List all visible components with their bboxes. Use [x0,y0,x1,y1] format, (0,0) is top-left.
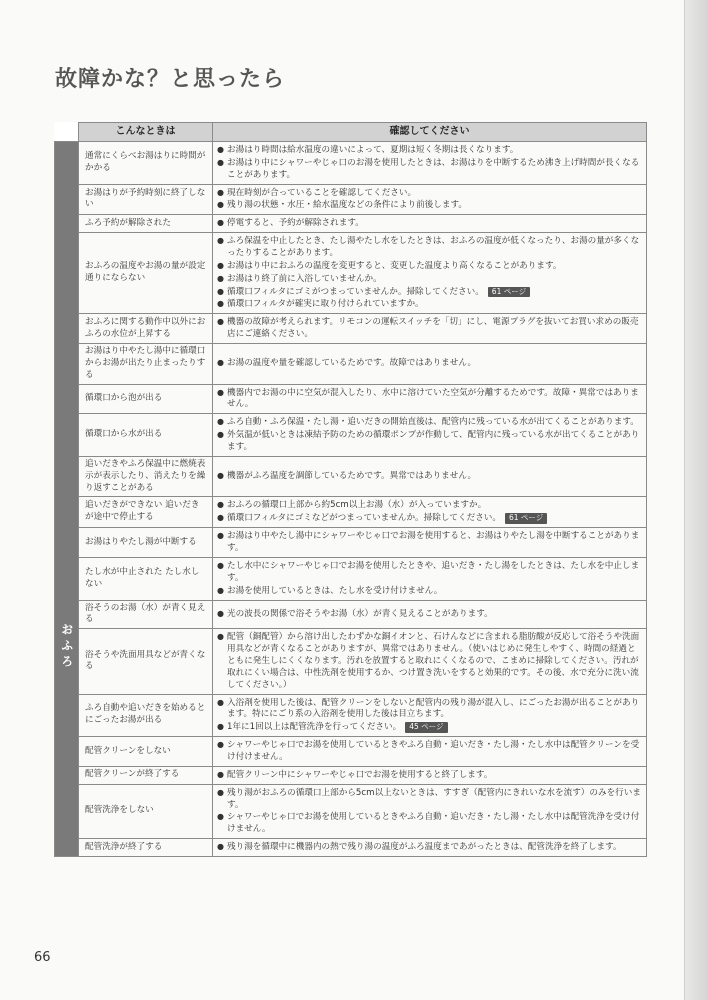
check-cell [213,344,647,385]
check-item [217,841,642,854]
check-item-text: 残り湯がおふろの循環口上部から5cm以上ないときは、すすぎ（配管内にきれいな水を流す）のみを行います。 [227,787,641,810]
check-item-text: 機器の故障が考えられます。リモコンの運転スイッチを「切」にし、電源プラグを抜いてお買い求めの販売店にご連絡ください。 [227,317,639,340]
check-item-text: 機器がふろ温度を調節しているためです。異常ではありません。 [227,471,477,482]
table-row [55,497,647,528]
check-item-text: 光の波長の関係で浴そうやお湯（水）が青く見えることがあります。 [227,608,493,619]
check-item [217,286,642,299]
header-blank-cell [55,123,79,142]
condition-cell: 配管クリーンが終了する [79,766,213,784]
table-row [55,414,647,457]
check-item [217,721,642,734]
check-cell [213,629,647,694]
check-item-text: シャワーやじゃ口でお湯を使用しているときやふろ自動・追いだき・たし湯・たし水中は配管クリーンを受け付けません。 [227,740,640,762]
check-item [217,787,642,812]
header-check: 確認してください [213,123,647,142]
page-edge [684,0,707,1000]
check-item-text: お湯はり終了前に入浴していませんか。 [227,273,382,284]
check-item-text: 循環口フィルタにゴミなどがつまっていませんか。掃除してください。 [227,513,501,524]
table-row [55,557,647,600]
check-item [217,298,642,311]
condition-cell: 追いだきやふろ保温中に燃焼表示が表示したり、消えたりを繰り返すことがある [79,456,213,497]
check-cell [213,384,647,414]
check-item-text: シャワーやじゃ口でお湯を使用しているときやふろ自動・追いだき・たし湯・たし水中は配管洗浄を受け付けません。 [227,812,640,835]
check-item-text: お湯を使用しているときは、たし水を受け付けません。 [227,585,443,596]
check-cell [213,497,647,528]
check-item-text: 循環口フィルタにゴミがつまっていませんか。掃除してください。 [227,286,484,297]
check-cell [213,737,647,767]
check-item [217,187,642,200]
condition-cell: 循環口から水が出る [79,414,213,457]
page-reference-badge: 61 ページ [488,287,530,297]
check-item-text: 残り湯を循環中に機器内の熱で残り湯の温度がふろ温度まであがったときは、配管洗浄を終了します。 [227,842,622,853]
table-row [55,737,647,767]
check-item [217,235,642,260]
table-row [55,384,647,414]
check-item [217,416,642,429]
check-item-text: 配管（銅配管）から溶け出したわずかな銅イオンと、石けんなどに含まれる脂肪酸が反応して浴そうや洗面用具などが青くなることがありますが、異常ではありません。（使いはじめに発生しやすく、時間の経過とともに発生しにくくなります。汚れを放置すると取れにくくなるので、こまめに掃除してください。汚れが取れにくい場合は、中性洗剤を使用するか、つけ置き洗いをすると効果的です。その後、水で充分に洗い流してください。） [227,632,640,690]
check-cell [213,694,647,737]
check-item-text: 外気温が低いときは凍結予防のための循環ポンプが作動して、配管内に残っている水が出てくることがあります。 [227,430,640,453]
check-item-text: ふろ自動・ふろ保温・たし湯・追いだきの開始直後は、配管内に残っている水が出てくることがあります。 [227,417,639,428]
condition-cell: 配管洗浄をしない [79,784,213,838]
check-item [217,585,642,598]
check-item [217,157,642,182]
check-cell [213,414,647,457]
check-item-text: 入浴剤を使用した後は、配管クリーンをしないと配管内の残り湯が混入し、にごったお湯が出ることがあります。特ににごり系の入浴剤を使用した後は目立ちます。 [227,697,640,720]
condition-cell: おふろの温度やお湯の量が設定通りにならない [79,233,213,314]
check-cell [213,557,647,600]
check-cell [213,142,647,185]
check-item [217,560,642,585]
check-item [217,470,642,483]
category-label: おふろ [59,622,74,671]
table-row [55,184,647,215]
condition-cell: お湯はり中やたし湯中に循環口からお湯が出たり止まったりする [79,344,213,385]
check-item [217,357,642,370]
page-title: 故障かな？と思ったら [55,67,286,92]
check-item [217,739,642,764]
check-item [217,387,642,412]
table-row [55,344,647,385]
table-row [55,215,647,233]
page-number: 66 [34,950,51,965]
table-row [55,142,647,185]
table-row [55,233,647,314]
check-cell [213,600,647,629]
check-item [217,199,642,212]
check-cell [213,456,647,497]
check-item-text: たし水中にシャワーやじゃ口でお湯を使用したときや、追いだき・たし湯をしたときは、たし水を中止します。 [227,560,640,583]
check-item-text: 1年に1回以上は配管洗浄を行ってください。 [227,722,402,733]
check-cell [213,839,647,857]
check-item [217,530,642,555]
table-row [55,784,647,838]
condition-cell: お湯はりが予約時刻に終了しない [79,184,213,215]
condition-cell: 浴そうや洗面用具などが青くなる [79,629,213,694]
table-row [55,766,647,784]
page-reference-badge: 45 ページ [405,722,447,732]
check-item-text: ふろ保温を中止したとき、たし湯やたし水をしたときは、おふろの温度が低くなったり、お湯の量が多くなったりすることがあります。 [227,236,640,259]
check-item-text: 現在時刻が合っていることを確認してください。 [227,187,417,198]
check-item [217,429,642,454]
table-header-row [55,123,647,142]
check-item-text: 循環口フィルタが確実に取り付けられていますか。 [227,299,424,310]
check-item-text: お湯はり時間は給水温度の違いによって、夏期は短く冬期は長くなります。 [227,145,519,155]
check-item [217,769,642,782]
condition-cell: おふろに関する動作中以外におふろの水位が上昇する [79,314,213,344]
check-cell [213,766,647,784]
table-row [55,528,647,558]
check-item [217,499,642,512]
condition-cell: ふろ予約が解除された [79,215,213,233]
check-item [217,217,642,230]
condition-cell: 追いだきができない 追いだきが途中で停止する [79,497,213,528]
check-item-text: お湯はり中にシャワーやじゃ口のお湯を使用したときは、お湯はりを中断するため沸き上げ時間が長くなることがあります。 [227,157,640,180]
condition-cell: お湯はりやたし湯が中断する [79,528,213,558]
check-item-text: 残り湯の状態・水圧・給水温度などの条件により前後します。 [227,200,467,211]
check-item [217,273,642,286]
condition-cell: 循環口から泡が出る [79,384,213,414]
table-row [55,839,647,857]
check-item [217,608,642,621]
table-body [55,142,647,857]
check-item [217,144,642,157]
check-item [217,631,642,691]
condition-cell: 浴そうのお湯（水）が青く見える [79,600,213,629]
condition-cell: たし水が中止された たし水しない [79,557,213,600]
check-item [217,512,642,525]
check-cell [213,784,647,838]
check-item [217,316,642,341]
troubleshooting-table [54,122,647,857]
check-item-text: 停電すると、予約が解除されます。 [227,218,364,229]
check-cell [213,314,647,344]
check-item-text: お湯の温度や量を確認しているためです。故障ではありません。 [227,358,477,369]
table-row [55,694,647,737]
check-item-text: お湯はり中におふろの温度を変更すると、変更した温度より高くなることがあります。 [227,260,562,271]
table-row [55,314,647,344]
check-cell [213,233,647,314]
check-item-text: 機器内でお湯の中に空気が混入したり、水中に溶けていた空気が分離するためです。故障・異常ではありません。 [227,387,639,410]
check-item-text: おふろの循環口上部から約5cm以上お湯（水）が入っていますか。 [227,500,487,511]
page-reference-badge: 61 ページ [505,513,547,523]
check-item [217,260,642,273]
check-item [217,811,642,836]
check-item [217,697,642,722]
table-row [55,456,647,497]
table-row [55,600,647,629]
condition-cell: 配管クリーンをしない [79,737,213,767]
check-item-text: お湯はり中やたし湯中にシャワーやじゃ口でお湯を使用すると、お湯はりやたし湯を中断することがあります。 [227,531,640,554]
condition-cell: 通常にくらべお湯はりに時間がかかる [79,142,213,185]
check-item-text: 配管クリーン中にシャワーやじゃ口でお湯を使用すると終了します。 [227,769,493,780]
category-cell [55,142,79,857]
header-condition: こんなときは [79,123,213,142]
condition-cell: ふろ自動や追いだきを始めるとにごったお湯が出る [79,694,213,737]
check-cell [213,184,647,215]
condition-cell: 配管洗浄が終了する [79,839,213,857]
check-cell [213,528,647,558]
table-row [55,629,647,694]
check-cell [213,215,647,233]
